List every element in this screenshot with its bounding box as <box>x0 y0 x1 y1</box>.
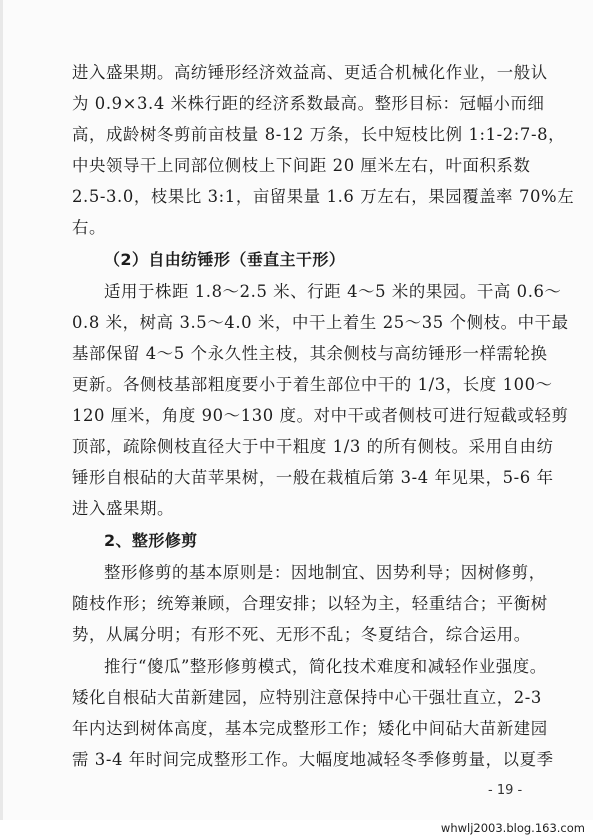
text-line: 整形修剪的基本原则是：因地制宜、因势利导；因树修剪， <box>104 563 546 582</box>
section-heading: （2）自由纺锤形（垂直主干形） <box>104 250 346 269</box>
section-heading: 2、整形修剪 <box>104 531 198 550</box>
text-line: 120 厘米，角度 90～130 度。对中干或者侧枝可进行短截或轻剪 <box>72 406 569 425</box>
text-line: 势，从属分明；有形不死、无形不乱；冬夏结合，综合运用。 <box>72 625 531 644</box>
text-line: 矮化自根砧大苗新建园，应特别注意保持中心干强壮直立，2-3 <box>72 688 542 707</box>
text-line: 进入盛果期。高纺锤形经济效益高、更适合机械化作业，一般认 <box>72 63 548 82</box>
text-line: 0.8 米，树高 3.5～4.0 米，中干上着生 25～35 个侧枝。中干最 <box>72 313 569 332</box>
watermark-link[interactable]: whwlj2003.blog.163.com <box>440 821 585 835</box>
text-line: 年内达到树体高度，基本完成整形工作；矮化中间砧大苗新建园 <box>72 719 548 738</box>
text-line: 更新。各侧枝基部粗度要小于着生部位中干的 1/3，长度 100～ <box>72 375 553 394</box>
text-line: 中央领导干上同部位侧枝上下间距 20 厘米左右，叶面积系数 <box>72 156 531 175</box>
text-line: 2.5-3.0，枝果比 3:1，亩留果量 1.6 万左右，果园覆盖率 70%左 <box>72 187 575 206</box>
text-line: 需 3-4 年时间完成整形工作。大幅度地减轻冬季修剪量，以夏季 <box>72 750 554 769</box>
text-line: 锤形自根砧的大苗苹果树，一般在栽植后第 3-4 年见果，5-6 年 <box>72 468 554 487</box>
text-line: 推行“傻瓜”整形修剪模式，简化技术难度和减轻作业强度。 <box>104 657 547 676</box>
text-line: 随枝作形；统筹兼顾，合理安排；以轻为主，轻重结合；平衡树 <box>72 594 548 613</box>
text-line: 适用于株距 1.8～2.5 米、行距 4～5 米的果园。干高 0.6～ <box>104 282 562 301</box>
text-line: 进入盛果期。 <box>72 499 174 518</box>
text-line: 顶部，疏除侧枝直径大于中干粗度 1/3 的所有侧枝。采用自由纺 <box>72 437 554 456</box>
text-line: 右。 <box>72 218 106 237</box>
text-line: 为 0.9×3.4 米株行距的经济系数最高。整形目标：冠幅小而细 <box>72 94 545 113</box>
page-number: - 19 - <box>488 783 523 798</box>
text-line: 高，成龄树冬剪前亩枝量 8-12 万条，长中短枝比例 1:1-2:7-8， <box>72 125 566 144</box>
scan-edge <box>0 0 3 820</box>
text-line: 基部保留 4～5 个永久性主枝，其余侧枝与高纺锤形一样需轮换 <box>72 344 548 363</box>
